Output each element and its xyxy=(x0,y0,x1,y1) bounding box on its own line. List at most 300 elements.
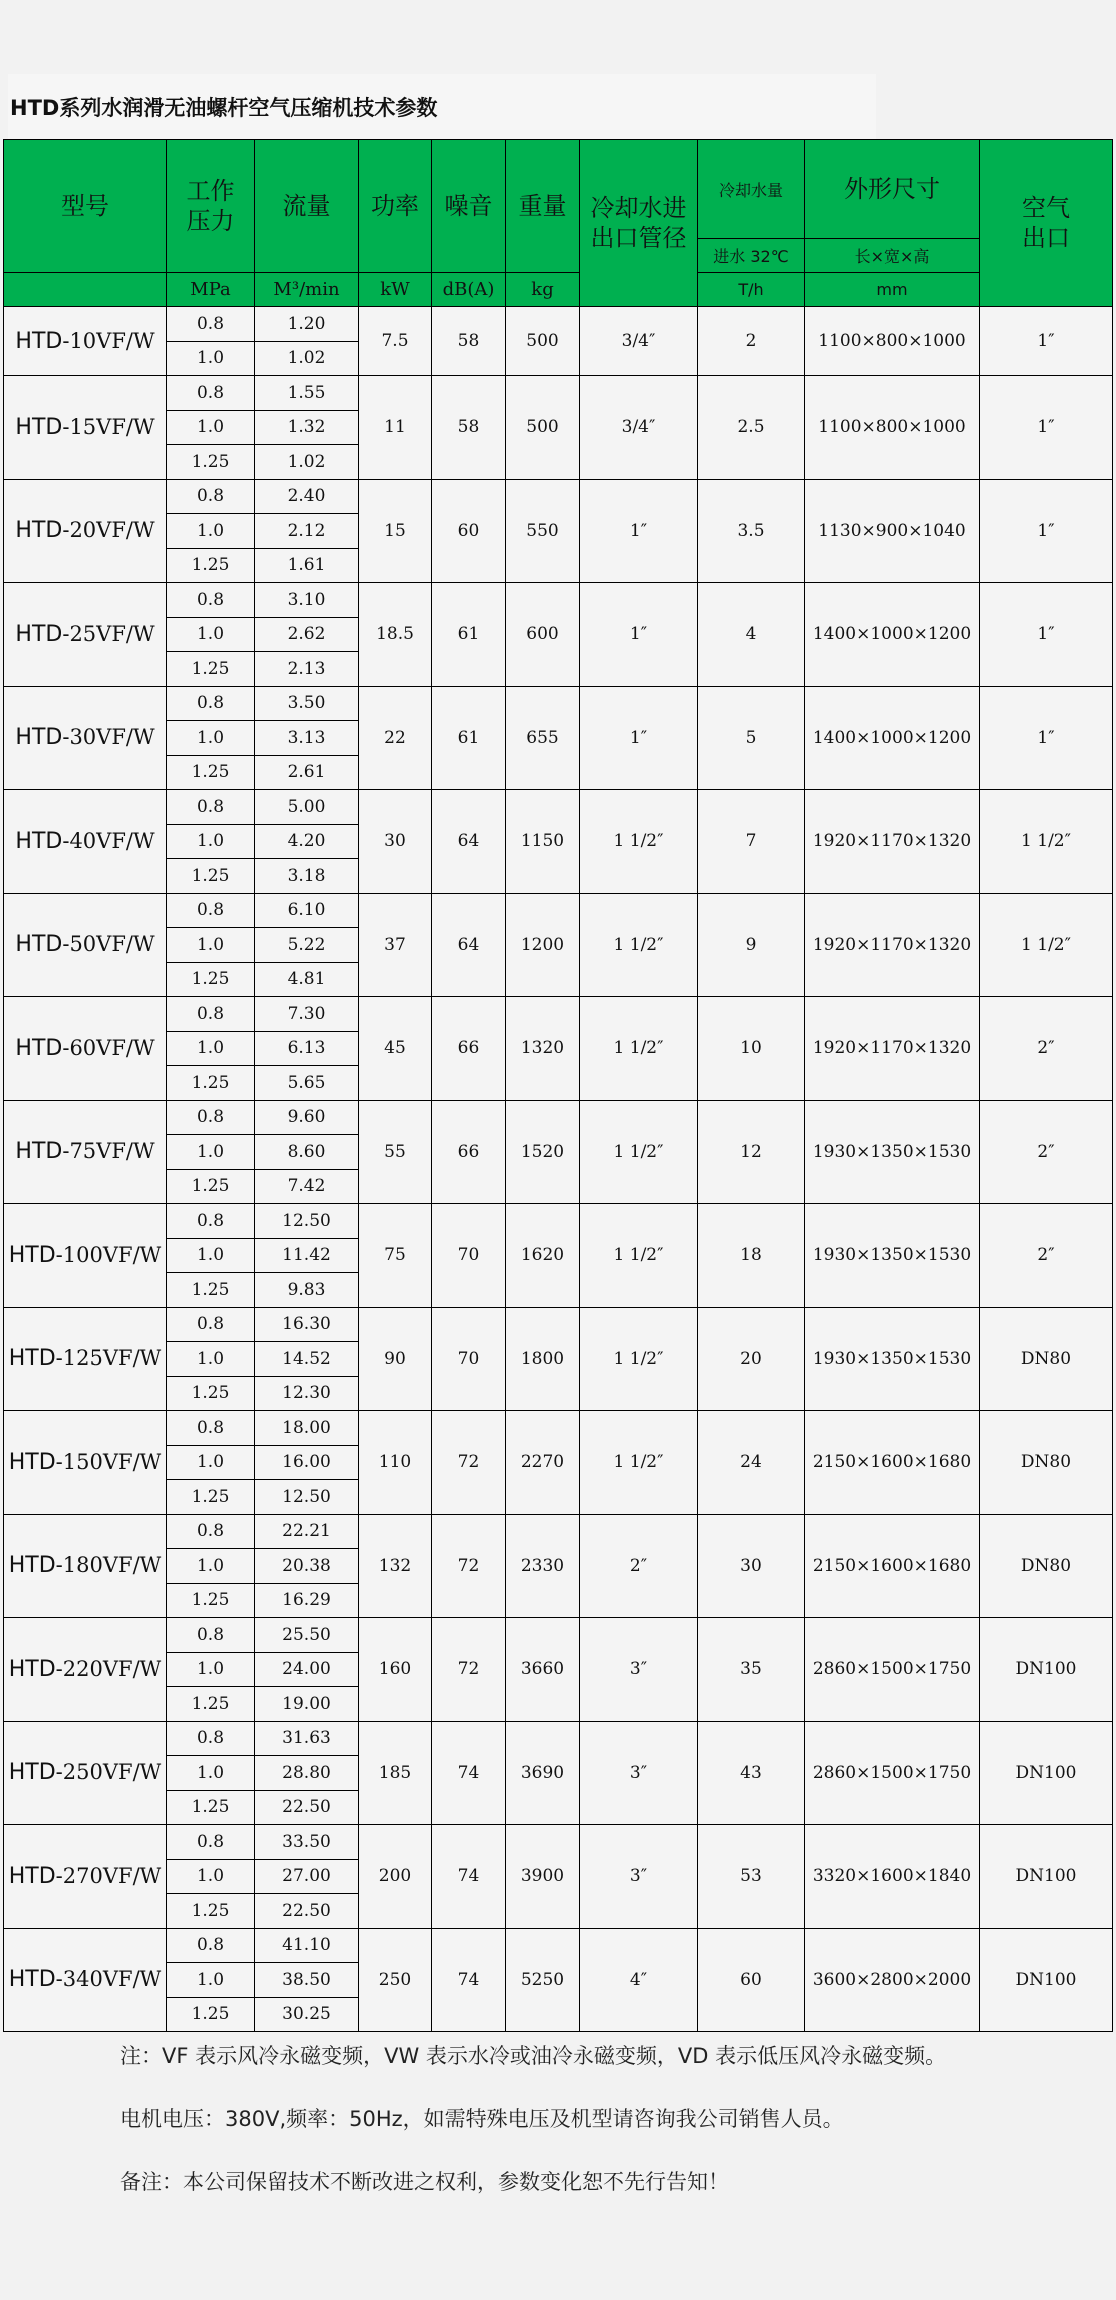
air-outlet-cell: DN100 xyxy=(980,1825,1113,1929)
pressure-cell: 1.0 xyxy=(167,1135,255,1170)
noise-cell: 58 xyxy=(432,307,506,376)
air-outlet-cell: 1″ xyxy=(980,583,1113,687)
pressure-cell: 0.8 xyxy=(167,893,255,928)
noise-cell: 61 xyxy=(432,583,506,687)
flow-cell: 1.20 xyxy=(255,307,359,342)
cooling-water-cell: 43 xyxy=(698,1721,805,1825)
power-cell: 132 xyxy=(359,1514,432,1618)
noise-cell: 74 xyxy=(432,1825,506,1929)
table-header xyxy=(4,140,1113,307)
power-cell: 250 xyxy=(359,1928,432,2032)
cooling-pipe-cell: 1″ xyxy=(580,479,698,583)
cooling-pipe-cell: 2″ xyxy=(580,1514,698,1618)
model-cell xyxy=(4,997,167,1101)
noise-cell: 64 xyxy=(432,893,506,997)
header-pressure xyxy=(167,140,255,273)
power-cell: 185 xyxy=(359,1721,432,1825)
flow-cell: 7.42 xyxy=(255,1169,359,1204)
flow-cell: 22.50 xyxy=(255,1894,359,1929)
model-cell xyxy=(4,1721,167,1825)
model-cell xyxy=(4,1514,167,1618)
cooling-water-cell: 10 xyxy=(698,997,805,1101)
unit-pressure: MPa xyxy=(167,273,255,307)
flow-cell: 1.02 xyxy=(255,445,359,480)
model-cell xyxy=(4,307,167,376)
unit-dimensions: mm xyxy=(805,273,980,307)
power-cell: 37 xyxy=(359,893,432,997)
flow-cell: 1.61 xyxy=(255,548,359,583)
pressure-cell: 1.0 xyxy=(167,410,255,445)
pressure-cell: 1.0 xyxy=(167,721,255,756)
cooling-water-cell: 3.5 xyxy=(698,479,805,583)
flow-cell: 12.50 xyxy=(255,1204,359,1239)
model-suffix: -20VF/W xyxy=(62,518,155,543)
weight-cell: 550 xyxy=(506,479,580,583)
model-cell xyxy=(4,1307,167,1411)
dimensions-cell: 2860×1500×1750 xyxy=(805,1721,980,1825)
dimensions-cell: 3600×2800×2000 xyxy=(805,1928,980,2032)
flow-cell: 3.50 xyxy=(255,686,359,721)
pressure-cell: 1.25 xyxy=(167,1687,255,1722)
flow-cell: 1.02 xyxy=(255,341,359,376)
flow-cell: 6.13 xyxy=(255,1031,359,1066)
model-cell xyxy=(4,376,167,480)
table-row xyxy=(4,1204,1113,1239)
cooling-pipe-cell: 1 1/2″ xyxy=(580,1411,698,1515)
flow-cell: 30.25 xyxy=(255,1997,359,2032)
weight-cell: 5250 xyxy=(506,1928,580,2032)
model-prefix: HTD xyxy=(15,725,63,751)
cooling-pipe-cell: 1″ xyxy=(580,583,698,687)
model-prefix: HTD xyxy=(15,828,63,854)
dimensions-cell: 2150×1600×1680 xyxy=(805,1514,980,1618)
model-cell xyxy=(4,1100,167,1204)
power-cell: 110 xyxy=(359,1411,432,1515)
weight-cell: 600 xyxy=(506,583,580,687)
pressure-cell: 0.8 xyxy=(167,1721,255,1756)
air-outlet-cell: 1″ xyxy=(980,307,1113,376)
power-cell: 90 xyxy=(359,1307,432,1411)
pressure-cell: 1.0 xyxy=(167,617,255,652)
flow-cell: 16.00 xyxy=(255,1445,359,1480)
table-row xyxy=(4,376,1113,411)
header-noise: 噪音 xyxy=(432,140,506,273)
header-lwh: 长×宽×高 xyxy=(805,239,980,273)
header-cooling-pipe-line1: 冷却水进 xyxy=(590,194,687,222)
model-suffix: -125VF/W xyxy=(55,1346,162,1371)
dimensions-cell: 1930×1350×1530 xyxy=(805,1307,980,1411)
dimensions-cell: 1130×900×1040 xyxy=(805,479,980,583)
table-row xyxy=(4,997,1113,1032)
cooling-water-cell: 24 xyxy=(698,1411,805,1515)
model-prefix: HTD xyxy=(8,1967,56,1993)
pressure-cell: 1.0 xyxy=(167,514,255,549)
flow-cell: 3.18 xyxy=(255,859,359,894)
table-body xyxy=(4,307,1113,2032)
flow-cell: 3.10 xyxy=(255,583,359,618)
cooling-water-cell: 20 xyxy=(698,1307,805,1411)
header-inlet-temp: 进水 32℃ xyxy=(698,239,805,273)
model-prefix: HTD xyxy=(8,1346,56,1372)
flow-cell: 4.81 xyxy=(255,962,359,997)
flow-cell: 5.00 xyxy=(255,790,359,825)
weight-cell: 3900 xyxy=(506,1825,580,1929)
flow-cell: 7.30 xyxy=(255,997,359,1032)
table-row xyxy=(4,1514,1113,1549)
cooling-water-cell: 2.5 xyxy=(698,376,805,480)
unit-cooling-water: T/h xyxy=(698,273,805,307)
pressure-cell: 1.0 xyxy=(167,1652,255,1687)
header-model: 型号 xyxy=(4,140,167,273)
model-cell xyxy=(4,1618,167,1722)
weight-cell: 500 xyxy=(506,376,580,480)
flow-cell: 14.52 xyxy=(255,1342,359,1377)
header-power: 功率 xyxy=(359,140,432,273)
dimensions-cell: 1930×1350×1530 xyxy=(805,1100,980,1204)
cooling-pipe-cell: 1″ xyxy=(580,686,698,790)
flow-cell: 2.13 xyxy=(255,652,359,687)
cooling-pipe-cell: 3″ xyxy=(580,1825,698,1929)
unit-noise: dB(A) xyxy=(432,273,506,307)
pressure-cell: 0.8 xyxy=(167,790,255,825)
weight-cell: 500 xyxy=(506,307,580,376)
model-prefix: HTD xyxy=(15,1139,63,1165)
pressure-cell: 1.0 xyxy=(167,1238,255,1273)
flow-cell: 12.30 xyxy=(255,1376,359,1411)
table-row xyxy=(4,790,1113,825)
model-prefix: HTD xyxy=(8,1242,56,1268)
flow-cell: 22.21 xyxy=(255,1514,359,1549)
model-suffix: -25VF/W xyxy=(62,621,155,646)
air-outlet-cell: 1″ xyxy=(980,686,1113,790)
header-cooling-pipe-line2: 出口管径 xyxy=(590,224,687,252)
table-title: HTD系列水润滑无油螺杆空气压缩机技术参数 xyxy=(8,74,876,140)
dimensions-cell: 1100×800×1000 xyxy=(805,307,980,376)
flow-cell: 28.80 xyxy=(255,1756,359,1791)
pressure-cell: 1.25 xyxy=(167,548,255,583)
flow-cell: 4.20 xyxy=(255,824,359,859)
model-prefix: HTD xyxy=(8,1863,56,1889)
pressure-cell: 0.8 xyxy=(167,1825,255,1860)
pressure-cell: 1.25 xyxy=(167,1480,255,1515)
pressure-cell: 1.25 xyxy=(167,1376,255,1411)
pressure-cell: 1.25 xyxy=(167,1583,255,1618)
flow-cell: 22.50 xyxy=(255,1790,359,1825)
header-cooling-pipe xyxy=(580,140,698,307)
unit-weight: kg xyxy=(506,273,580,307)
header-air-outlet-line1: 空气 xyxy=(1022,194,1070,222)
flow-cell: 16.30 xyxy=(255,1307,359,1342)
dimensions-cell: 1400×1000×1200 xyxy=(805,686,980,790)
model-prefix: HTD xyxy=(15,621,63,647)
air-outlet-cell: DN80 xyxy=(980,1514,1113,1618)
cooling-pipe-cell: 4″ xyxy=(580,1928,698,2032)
air-outlet-cell: 1 1/2″ xyxy=(980,790,1113,894)
cooling-pipe-cell: 1 1/2″ xyxy=(580,1204,698,1308)
power-cell: 18.5 xyxy=(359,583,432,687)
air-outlet-cell: 2″ xyxy=(980,1100,1113,1204)
model-suffix: -220VF/W xyxy=(55,1656,162,1681)
flow-cell: 8.60 xyxy=(255,1135,359,1170)
air-outlet-cell: 1″ xyxy=(980,479,1113,583)
pressure-cell: 1.25 xyxy=(167,652,255,687)
model-suffix: -340VF/W xyxy=(55,1967,162,1992)
flow-cell: 6.10 xyxy=(255,893,359,928)
noise-cell: 66 xyxy=(432,997,506,1101)
noise-cell: 61 xyxy=(432,686,506,790)
table-row xyxy=(4,1307,1113,1342)
weight-cell: 1620 xyxy=(506,1204,580,1308)
flow-cell: 12.50 xyxy=(255,1480,359,1515)
pressure-cell: 0.8 xyxy=(167,1618,255,1653)
flow-cell: 38.50 xyxy=(255,1963,359,1998)
power-cell: 22 xyxy=(359,686,432,790)
flow-cell: 1.32 xyxy=(255,410,359,445)
weight-cell: 1320 xyxy=(506,997,580,1101)
model-suffix: -270VF/W xyxy=(55,1863,162,1888)
flow-cell: 31.63 xyxy=(255,1721,359,1756)
model-cell xyxy=(4,583,167,687)
air-outlet-cell: 2″ xyxy=(980,1204,1113,1308)
air-outlet-cell: DN80 xyxy=(980,1411,1113,1515)
power-cell: 7.5 xyxy=(359,307,432,376)
weight-cell: 655 xyxy=(506,686,580,790)
pressure-cell: 1.25 xyxy=(167,1894,255,1929)
table-row xyxy=(4,893,1113,928)
table-row xyxy=(4,1825,1113,1860)
pressure-cell: 1.0 xyxy=(167,1549,255,1584)
weight-cell: 1150 xyxy=(506,790,580,894)
note-model-codes: 注：VF 表示风冷永磁变频，VW 表示水冷或油冷永磁变频，VD 表示低压风冷永磁变频。 xyxy=(120,2044,947,2068)
pressure-cell: 0.8 xyxy=(167,1514,255,1549)
flow-cell: 9.83 xyxy=(255,1273,359,1308)
flow-cell: 5.65 xyxy=(255,1066,359,1101)
pressure-cell: 1.0 xyxy=(167,1859,255,1894)
model-prefix: HTD xyxy=(8,1656,56,1682)
flow-cell: 9.60 xyxy=(255,1100,359,1135)
cooling-pipe-cell: 1 1/2″ xyxy=(580,1100,698,1204)
cooling-water-cell: 60 xyxy=(698,1928,805,2032)
power-cell: 200 xyxy=(359,1825,432,1929)
power-cell: 160 xyxy=(359,1618,432,1722)
model-prefix: HTD xyxy=(8,1553,56,1579)
model-cell xyxy=(4,479,167,583)
power-cell: 15 xyxy=(359,479,432,583)
pressure-cell: 1.0 xyxy=(167,1342,255,1377)
dimensions-cell: 1930×1350×1530 xyxy=(805,1204,980,1308)
flow-cell: 2.12 xyxy=(255,514,359,549)
weight-cell: 2330 xyxy=(506,1514,580,1618)
header-cooling-water: 冷却水量 xyxy=(698,140,805,239)
weight-cell: 3690 xyxy=(506,1721,580,1825)
flow-cell: 2.40 xyxy=(255,479,359,514)
cooling-pipe-cell: 1 1/2″ xyxy=(580,893,698,997)
air-outlet-cell: DN100 xyxy=(980,1928,1113,2032)
table-row xyxy=(4,1721,1113,1756)
table-row xyxy=(4,1618,1113,1653)
noise-cell: 66 xyxy=(432,1100,506,1204)
model-suffix: -60VF/W xyxy=(62,1035,155,1060)
noise-cell: 74 xyxy=(432,1928,506,2032)
pressure-cell: 0.8 xyxy=(167,1100,255,1135)
flow-cell: 2.62 xyxy=(255,617,359,652)
power-cell: 75 xyxy=(359,1204,432,1308)
cooling-water-cell: 35 xyxy=(698,1618,805,1722)
header-air-outlet xyxy=(980,140,1113,307)
flow-cell: 1.55 xyxy=(255,376,359,411)
cooling-water-cell: 53 xyxy=(698,1825,805,1929)
dimensions-cell: 1400×1000×1200 xyxy=(805,583,980,687)
air-outlet-cell: 2″ xyxy=(980,997,1113,1101)
dimensions-cell: 1920×1170×1320 xyxy=(805,893,980,997)
cooling-water-cell: 5 xyxy=(698,686,805,790)
pressure-cell: 1.0 xyxy=(167,928,255,963)
model-cell xyxy=(4,1928,167,2032)
weight-cell: 3660 xyxy=(506,1618,580,1722)
power-cell: 30 xyxy=(359,790,432,894)
pressure-cell: 0.8 xyxy=(167,307,255,342)
air-outlet-cell: DN100 xyxy=(980,1721,1113,1825)
flow-cell: 5.22 xyxy=(255,928,359,963)
note-voltage: 电机电压：380V,频率：50Hz，如需特殊电压及机型请咨询我公司销售人员。 xyxy=(120,2107,844,2131)
model-prefix: HTD xyxy=(15,932,63,958)
cooling-water-cell: 30 xyxy=(698,1514,805,1618)
model-cell xyxy=(4,1825,167,1929)
cooling-water-cell: 18 xyxy=(698,1204,805,1308)
power-cell: 45 xyxy=(359,997,432,1101)
header-weight: 重量 xyxy=(506,140,580,273)
pressure-cell: 0.8 xyxy=(167,479,255,514)
flow-cell: 18.00 xyxy=(255,1411,359,1446)
table-row xyxy=(4,1411,1113,1446)
cooling-water-cell: 4 xyxy=(698,583,805,687)
flow-cell: 20.38 xyxy=(255,1549,359,1584)
weight-cell: 1520 xyxy=(506,1100,580,1204)
header-dimensions: 外形尺寸 xyxy=(805,140,980,239)
pressure-cell: 1.25 xyxy=(167,1169,255,1204)
model-suffix: -250VF/W xyxy=(55,1760,162,1785)
note-disclaimer: 备注：本公司保留技术不断改进之权利，参数变化恕不先行告知！ xyxy=(120,2170,729,2194)
flow-cell: 41.10 xyxy=(255,1928,359,1963)
pressure-cell: 0.8 xyxy=(167,997,255,1032)
table-row xyxy=(4,1100,1113,1135)
header-flow: 流量 xyxy=(255,140,359,273)
noise-cell: 72 xyxy=(432,1618,506,1722)
pressure-cell: 1.25 xyxy=(167,1997,255,2032)
cooling-pipe-cell: 3/4″ xyxy=(580,307,698,376)
cooling-water-cell: 7 xyxy=(698,790,805,894)
header-air-outlet-line2: 出口 xyxy=(1022,224,1070,252)
flow-cell: 19.00 xyxy=(255,1687,359,1722)
model-prefix: HTD xyxy=(15,414,63,440)
pressure-cell: 1.0 xyxy=(167,824,255,859)
pressure-cell: 1.25 xyxy=(167,1790,255,1825)
model-prefix: HTD xyxy=(15,1035,63,1061)
noise-cell: 64 xyxy=(432,790,506,894)
pressure-cell: 1.0 xyxy=(167,1445,255,1480)
model-suffix: -10VF/W xyxy=(62,328,155,353)
noise-cell: 60 xyxy=(432,479,506,583)
air-outlet-cell: 1″ xyxy=(980,376,1113,480)
model-cell xyxy=(4,893,167,997)
noise-cell: 70 xyxy=(432,1307,506,1411)
unit-flow: M³/min xyxy=(255,273,359,307)
flow-cell: 3.13 xyxy=(255,721,359,756)
dimensions-cell: 2150×1600×1680 xyxy=(805,1411,980,1515)
flow-cell: 16.29 xyxy=(255,1583,359,1618)
pressure-cell: 0.8 xyxy=(167,686,255,721)
air-outlet-cell: 1 1/2″ xyxy=(980,893,1113,997)
pressure-cell: 1.25 xyxy=(167,445,255,480)
air-outlet-cell: DN80 xyxy=(980,1307,1113,1411)
cooling-pipe-cell: 3″ xyxy=(580,1618,698,1722)
weight-cell: 2270 xyxy=(506,1411,580,1515)
pressure-cell: 1.25 xyxy=(167,1066,255,1101)
dimensions-cell: 1920×1170×1320 xyxy=(805,790,980,894)
unit-power: kW xyxy=(359,273,432,307)
pressure-cell: 0.8 xyxy=(167,1928,255,1963)
table-row xyxy=(4,1928,1113,1963)
model-cell xyxy=(4,790,167,894)
model-prefix: HTD xyxy=(15,518,63,544)
pressure-cell: 1.25 xyxy=(167,755,255,790)
model-prefix: HTD xyxy=(8,1760,56,1786)
noise-cell: 72 xyxy=(432,1514,506,1618)
model-suffix: -180VF/W xyxy=(55,1553,162,1578)
dimensions-cell: 3320×1600×1840 xyxy=(805,1825,980,1929)
noise-cell: 72 xyxy=(432,1411,506,1515)
flow-cell: 25.50 xyxy=(255,1618,359,1653)
flow-cell: 2.61 xyxy=(255,755,359,790)
model-suffix: -15VF/W xyxy=(62,414,155,439)
model-cell xyxy=(4,1411,167,1515)
model-suffix: -100VF/W xyxy=(55,1242,162,1267)
pressure-cell: 1.0 xyxy=(167,341,255,376)
unit-model-blank xyxy=(4,273,167,307)
cooling-pipe-cell: 1 1/2″ xyxy=(580,1307,698,1411)
pressure-cell: 0.8 xyxy=(167,1307,255,1342)
model-suffix: -30VF/W xyxy=(62,725,155,750)
table-row xyxy=(4,686,1113,721)
power-cell: 55 xyxy=(359,1100,432,1204)
header-pressure-line1: 工作 xyxy=(186,177,235,205)
cooling-pipe-cell: 3/4″ xyxy=(580,376,698,480)
model-prefix: HTD xyxy=(8,1449,56,1475)
model-suffix: -150VF/W xyxy=(55,1449,162,1474)
dimensions-cell: 1920×1170×1320 xyxy=(805,997,980,1101)
pressure-cell: 0.8 xyxy=(167,583,255,618)
pressure-cell: 1.25 xyxy=(167,1273,255,1308)
dimensions-cell: 1100×800×1000 xyxy=(805,376,980,480)
cooling-pipe-cell: 1 1/2″ xyxy=(580,790,698,894)
table-row xyxy=(4,583,1113,618)
pressure-cell: 0.8 xyxy=(167,376,255,411)
model-suffix: -75VF/W xyxy=(62,1139,155,1164)
cooling-water-cell: 12 xyxy=(698,1100,805,1204)
dimensions-cell: 2860×1500×1750 xyxy=(805,1618,980,1722)
weight-cell: 1800 xyxy=(506,1307,580,1411)
table-row xyxy=(4,307,1113,342)
flow-cell: 27.00 xyxy=(255,1859,359,1894)
cooling-pipe-cell: 3″ xyxy=(580,1721,698,1825)
cooling-water-cell: 9 xyxy=(698,893,805,997)
model-cell xyxy=(4,1204,167,1308)
pressure-cell: 1.0 xyxy=(167,1031,255,1066)
table-row xyxy=(4,479,1113,514)
pressure-cell: 1.25 xyxy=(167,962,255,997)
noise-cell: 74 xyxy=(432,1721,506,1825)
pressure-cell: 1.0 xyxy=(167,1756,255,1791)
